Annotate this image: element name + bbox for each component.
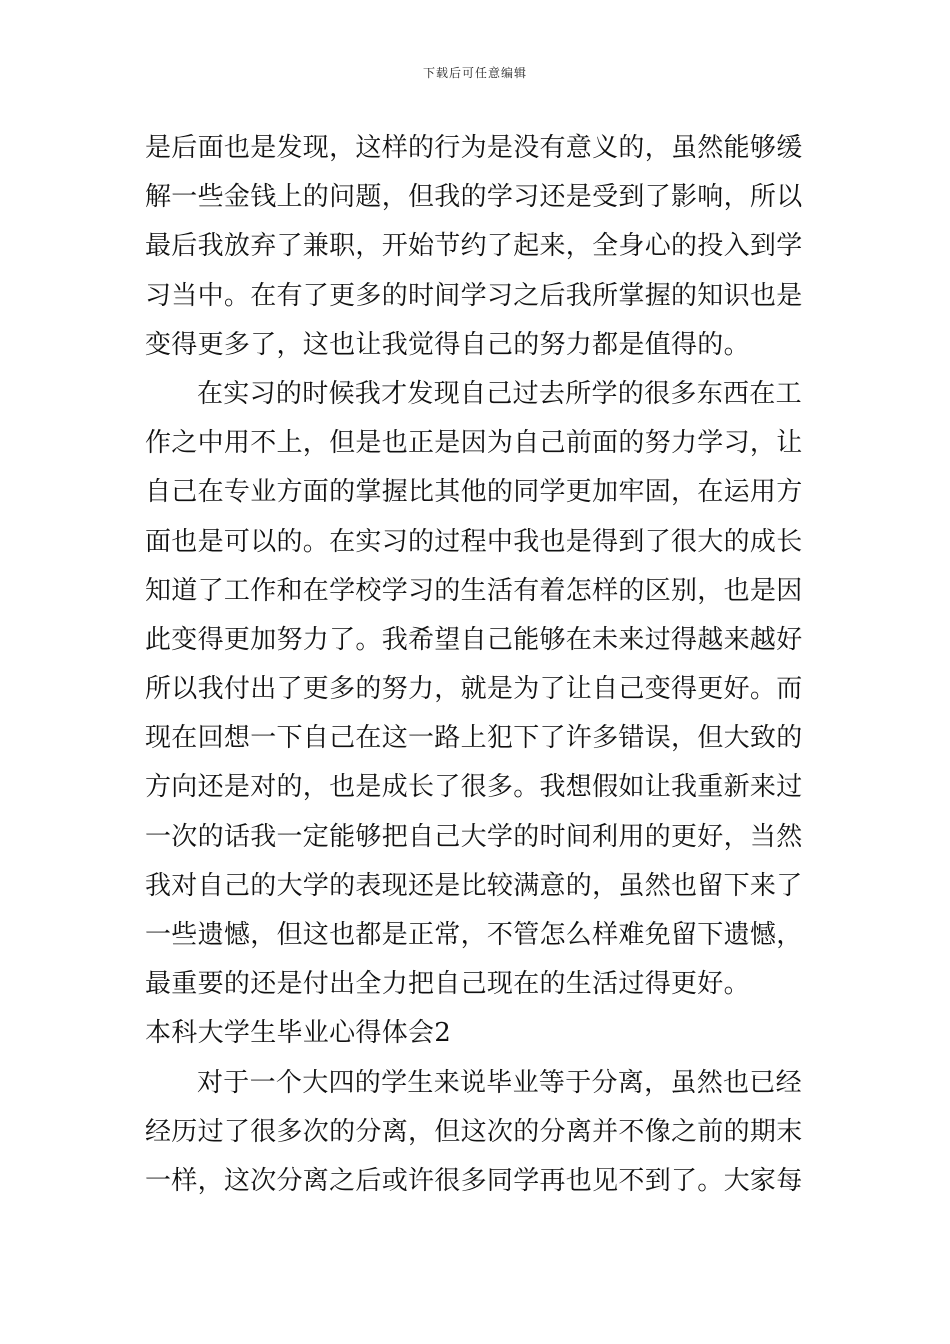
paragraph-line: 在实习的时候我才发现自己过去所学的很多东西在工 bbox=[197, 378, 802, 409]
paragraph-line: 作之中用不上，但是也正是因为自己前面的努力学习，让 bbox=[145, 428, 803, 459]
paragraph-line: 一次的话我一定能够把自己大学的时间利用的更好，当然 bbox=[145, 821, 803, 852]
paragraph-line: 此变得更加努力了。我希望自己能够在未来过得越来越好 bbox=[145, 624, 803, 655]
paragraph-line: 解一些金钱上的问题，但我的学习还是受到了影响，所以 bbox=[145, 182, 803, 213]
paragraph-line: 面也是可以的。在实习的过程中我也是得到了很大的成长 bbox=[145, 526, 803, 557]
paragraph-line: 最后我放弃了兼职，开始节约了起来，全身心的投入到学 bbox=[145, 231, 803, 262]
section-heading: 本科大学生毕业心得体会2 bbox=[145, 1018, 452, 1049]
document-body bbox=[145, 124, 810, 1206]
paragraph-line: 现在回想一下自己在这一路上犯下了许多错误，但大致的 bbox=[145, 723, 803, 754]
paragraph-line: 最重要的还是付出全力把自己现在的生活过得更好。 bbox=[145, 969, 750, 1000]
paragraph-line: 对于一个大四的学生来说毕业等于分离，虽然也已经 bbox=[197, 1067, 802, 1098]
paragraph-line: 一些遗憾，但这也都是正常，不管怎么样难免留下遗憾， bbox=[145, 920, 803, 950]
paragraph-line: 习当中。在有了更多的时间学习之后我所掌握的知识也是 bbox=[145, 280, 803, 311]
paragraph-line: 变得更多了，这也让我觉得自己的努力都是值得的。 bbox=[145, 329, 750, 360]
paragraph-line: 经历过了很多次的分离，但这次的分离并不像之前的期末 bbox=[145, 1116, 803, 1147]
header-note: 下载后可任意编辑 bbox=[422, 66, 527, 80]
paragraph-line: 知道了工作和在学校学习的生活有着怎样的区别，也是因 bbox=[145, 575, 803, 606]
paragraph-line: 方向还是对的，也是成长了很多。我想假如让我重新来过 bbox=[145, 772, 803, 803]
paragraph-line: 是后面也是发现，这样的行为是没有意义的，虽然能够缓 bbox=[145, 133, 803, 163]
paragraph-line: 所以我付出了更多的努力，就是为了让自己变得更好。而 bbox=[145, 674, 803, 705]
paragraph-line: 一样，这次分离之后或许很多同学再也见不到了。大家每 bbox=[145, 1165, 803, 1196]
paragraph-line: 自己在专业方面的掌握比其他的同学更加牢固，在运用方 bbox=[145, 477, 803, 508]
paragraph-line: 我对自己的大学的表现还是比较满意的，虽然也留下来了 bbox=[145, 870, 803, 901]
